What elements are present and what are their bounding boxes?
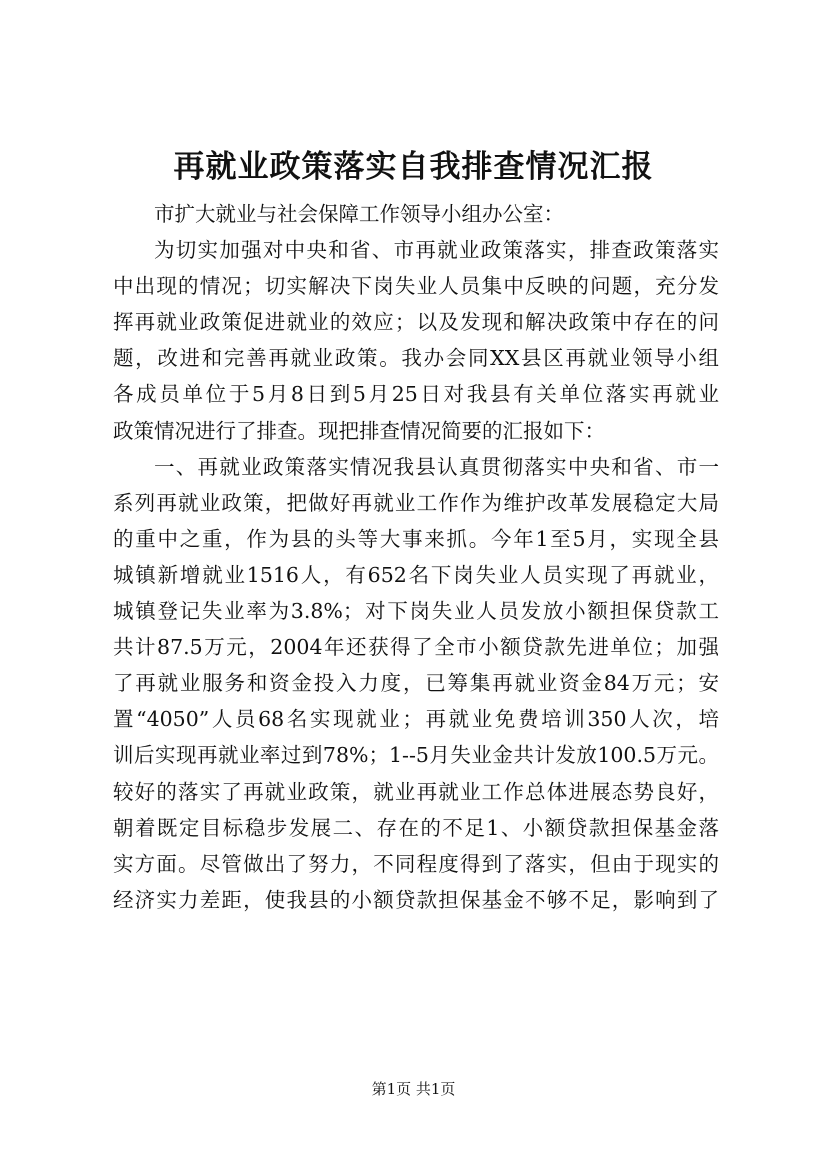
body-line: 城镇新增就业1516人，有652名下岗失业人员实现了再就业，	[113, 562, 719, 587]
document-body	[113, 196, 719, 918]
body-line: 的重中之重，作为县的头等大事来抓。今年1至5月，实现全县	[113, 526, 719, 551]
salutation-line: 市扩大就业与社会保障工作领导小组办公室：	[154, 202, 564, 226]
document-title: 再就业政策落实自我排查情况汇报	[173, 149, 654, 185]
body-line: 了再就业服务和资金投入力度，已筹集再就业资金84万元；安	[113, 671, 719, 696]
body-line: 经济实力差距，使我县的小额贷款担保基金不够不足，影响到了	[113, 887, 719, 912]
body-line: 为切实加强对中央和省、市再就业政策落实，排查政策落实	[154, 238, 719, 263]
body-line: 系列再就业政策，把做好再就业工作作为维护改革发展稳定大局	[113, 490, 719, 515]
body-line: 训后实现再就业率过到78%；1--5月失业金共计发放100.5万元。	[113, 743, 719, 768]
body-line: 共计87.5万元，2004年还获得了全市小额贷款先进单位；加强	[113, 635, 719, 660]
body-line: 一、再就业政策落实情况我县认真贯彻落实中央和省、市一	[154, 454, 719, 479]
page-number-footer: 第1页 共1页	[371, 1080, 456, 1098]
body-line: 朝着既定目标稳步发展二、存在的不足1、小额贷款担保基金落	[113, 815, 719, 840]
body-line: 实方面。尽管做出了努力，不同程度得到了落实，但由于现实的	[113, 851, 719, 876]
body-line: 较好的落实了再就业政策，就业再就业工作总体进展态势良好，	[113, 779, 719, 804]
body-line: 中出现的情况；切实解决下岗失业人员集中反映的问题，充分发	[113, 274, 719, 299]
body-line: 置“4050”人员68名实现就业；再就业免费培训350人次，培	[113, 707, 719, 732]
body-line: 政策情况进行了排查。现把排查情况简要的汇报如下：	[113, 418, 605, 443]
body-line: 挥再就业政策促进就业的效应；以及发现和解决政策中存在的问	[113, 310, 719, 335]
body-line: 城镇登记失业率为3.8%；对下岗失业人员发放小额担保贷款工	[113, 599, 719, 624]
body-line: 题，改进和完善再就业政策。我办会同XX县区再就业领导小组	[113, 346, 719, 371]
body-line: 各成员单位于5月8日到5月25日对我县有关单位落实再就业	[113, 382, 719, 407]
